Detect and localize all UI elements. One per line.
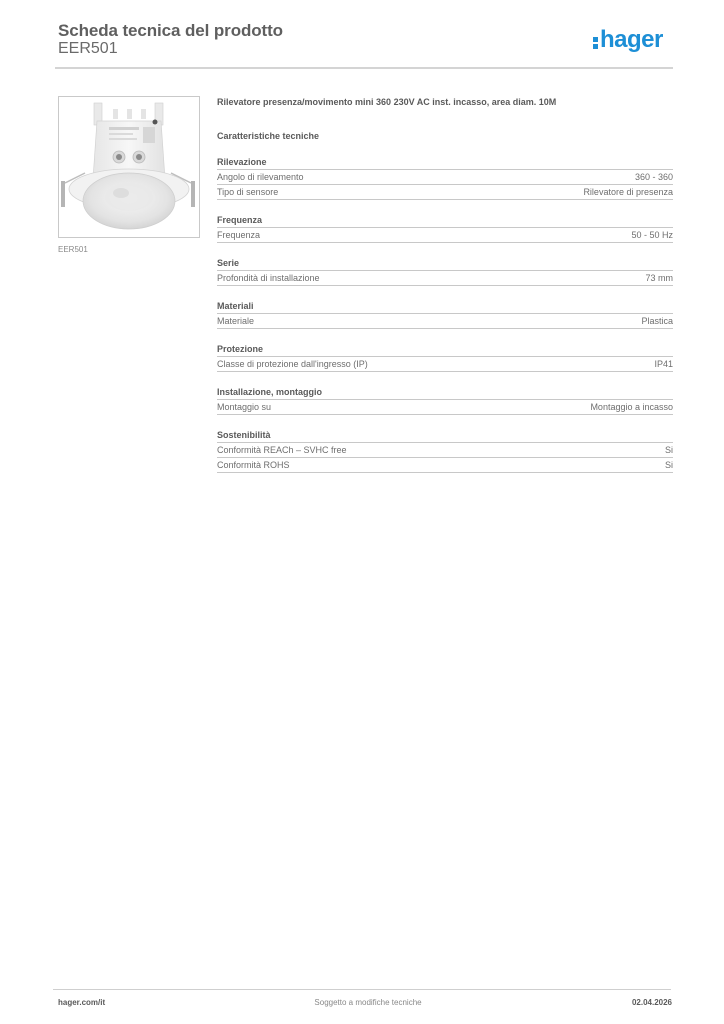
product-image (58, 96, 200, 238)
presence-detector-illustration (59, 97, 199, 237)
spec-group-rilevazione (217, 156, 673, 200)
spec-group-title: Frequenza (217, 214, 673, 228)
spec-value: 360 - 360 (634, 172, 673, 182)
product-description: Rilevatore presenza/movimento mini 360 230V AC inst. incasso, area diam. 10M (217, 97, 557, 107)
spec-group-serie (217, 257, 673, 286)
spec-label: Profondità di installazione (217, 273, 320, 283)
spec-row (217, 443, 673, 458)
spec-value: Rilevatore di presenza (583, 187, 673, 197)
spec-row (217, 228, 673, 243)
spec-label: Angolo di rilevamento (217, 172, 304, 182)
footer-website-link[interactable]: hager.com/it (58, 998, 106, 1007)
spec-row (217, 185, 673, 200)
footer-date: 02.04.2026 (631, 998, 672, 1007)
spec-row (217, 170, 673, 185)
spec-group-materiali (217, 300, 673, 329)
spec-group-installazione (217, 386, 673, 415)
spec-label: Classe di protezione dall'ingresso (IP) (217, 359, 368, 369)
spec-label: Conformità REACh – SVHC free (217, 445, 347, 455)
footer-notice: Soggetto a modifiche tecniche (314, 998, 422, 1007)
spec-group-title: Sostenibilità (217, 429, 673, 443)
spec-value: 50 - 50 Hz (631, 230, 673, 240)
spec-group-protezione (217, 343, 673, 372)
page-title: Scheda tecnica del prodotto (58, 21, 283, 40)
hager-logo (593, 27, 663, 53)
spec-label: Conformità ROHS (217, 460, 290, 470)
spec-value: Si (664, 460, 673, 470)
logo-text: hager (600, 26, 663, 53)
spec-group-sostenibilita (217, 429, 673, 473)
spec-label: Frequenza (217, 230, 261, 240)
spec-value: IP41 (654, 359, 673, 369)
spec-row (217, 400, 673, 415)
spec-group-title: Serie (217, 257, 673, 271)
image-caption: EER501 (58, 245, 88, 254)
spec-group-title: Installazione, montaggio (217, 386, 673, 400)
spec-value: Si (664, 445, 673, 455)
product-details (217, 96, 673, 473)
spec-label: Montaggio su (217, 402, 272, 412)
spec-group-title: Materiali (217, 300, 673, 314)
spec-row (217, 357, 673, 372)
spec-label: Tipo di sensore (217, 187, 279, 197)
spec-group-title: Protezione (217, 343, 673, 357)
spec-value: Plastica (641, 316, 673, 326)
spec-group-title: Rilevazione (217, 156, 673, 170)
spec-value: 73 mm (645, 273, 673, 283)
spec-row (217, 458, 673, 473)
spec-value: Montaggio a incasso (590, 402, 673, 412)
header-divider (55, 67, 673, 69)
spec-row (217, 314, 673, 329)
product-code: EER501 (58, 40, 118, 57)
logo-colon-icon (593, 27, 599, 49)
specs-heading: Caratteristiche tecniche (217, 131, 320, 141)
spec-label: Materiale (217, 316, 255, 326)
footer-divider (53, 989, 671, 990)
spec-group-frequenza (217, 214, 673, 243)
spec-row (217, 271, 673, 286)
